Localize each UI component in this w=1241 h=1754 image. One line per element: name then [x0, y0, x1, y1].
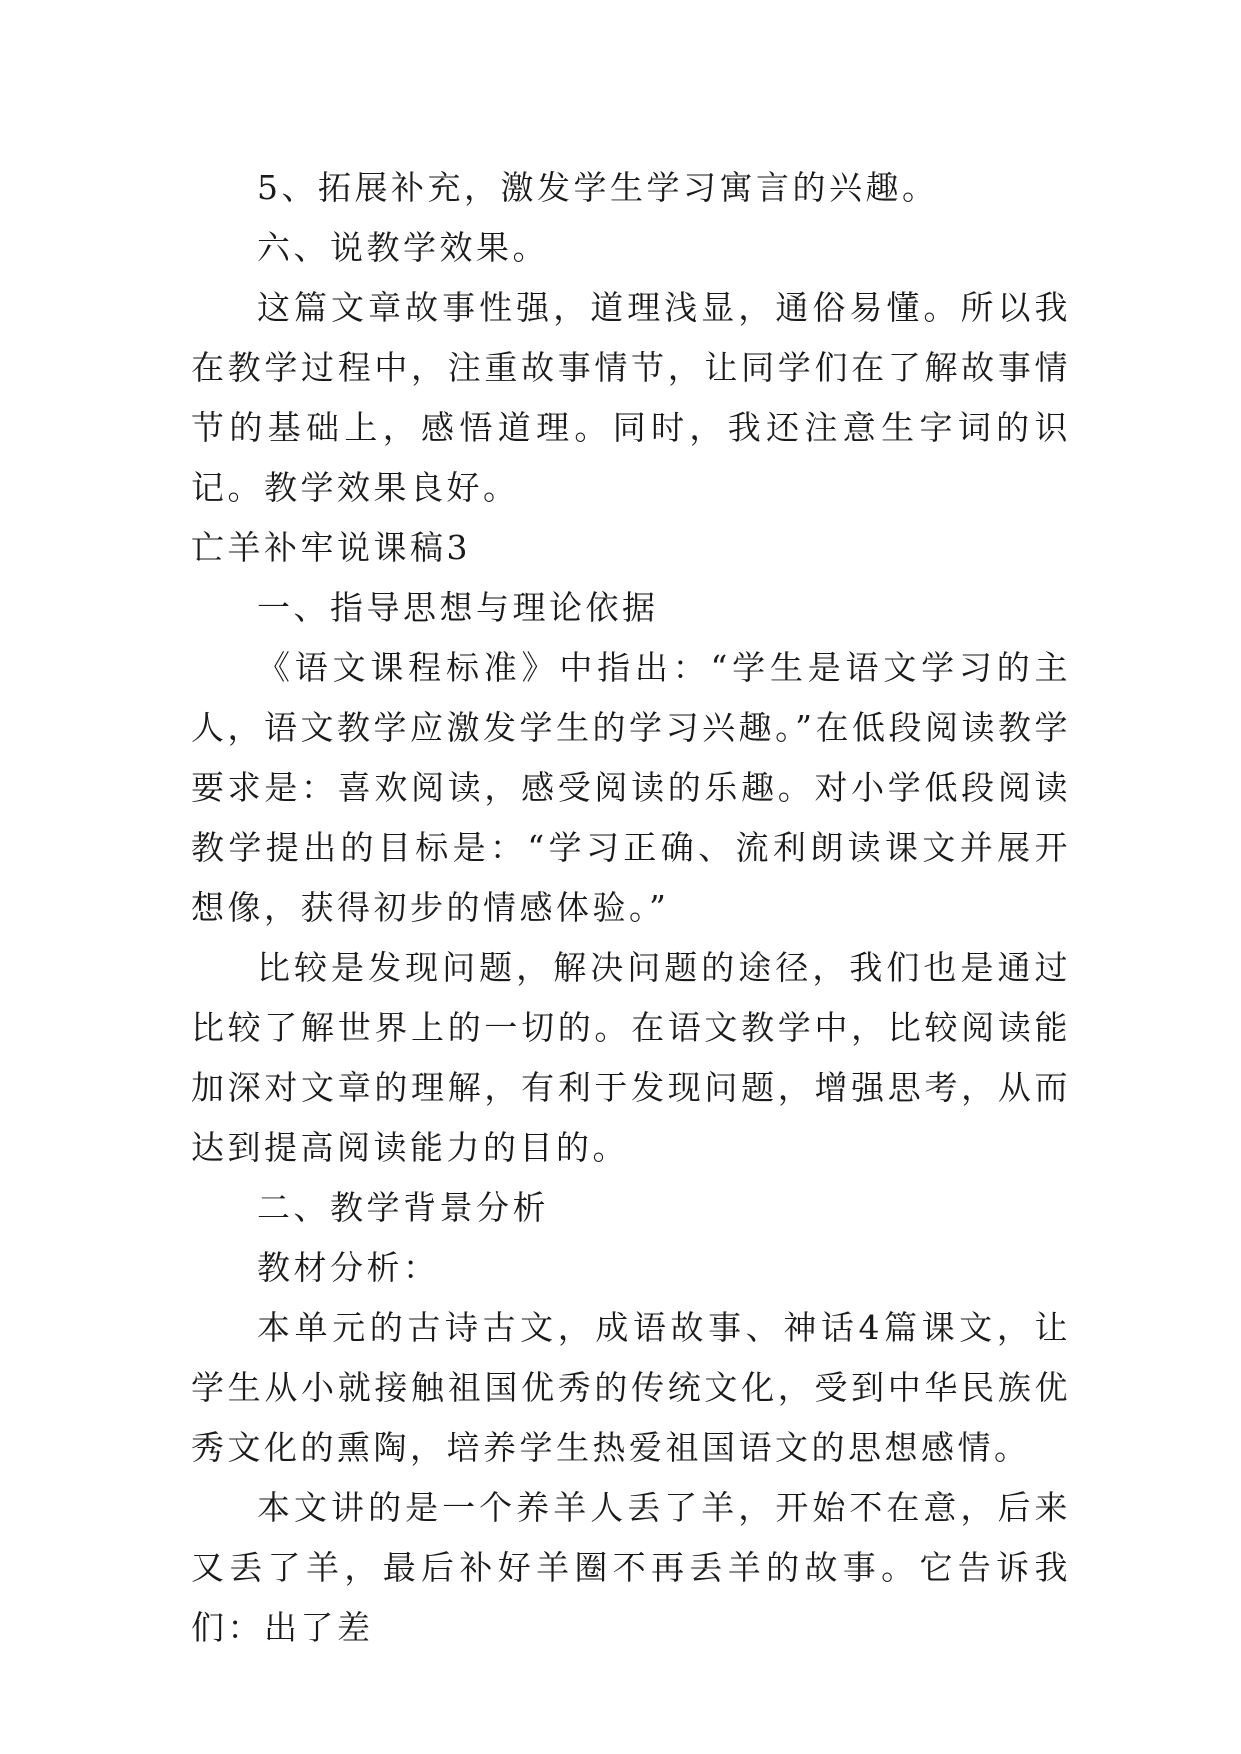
paragraph-unit-overview: 本单元的古诗古文，成语故事、神话4篇课文，让学生从小就接触祖国优秀的传统文化，受到中华民族优秀文化的熏陶，培养学生热爱祖国语文的思想感情。 [191, 1308, 1071, 1467]
subheading-textbook-analysis: 教材分析： [257, 1248, 440, 1287]
section-heading-teaching-effect: 六、说教学效果。 [257, 228, 549, 267]
document-title: 亡羊补牢说课稿3 [191, 528, 471, 567]
paragraph-story-summary: 本文讲的是一个养羊人丢了羊，开始不在意，后来又丢了羊，最后补好羊圈不再丢羊的故事。它告诉我们：出了差 [191, 1488, 1071, 1647]
section-heading-guiding-thought: 一、指导思想与理论依据 [257, 588, 659, 627]
paragraph-curriculum-standard: 《语文课程标准》中指出：“学生是语文学习的主人，语文教学应激发学生的学习兴趣。”在低段阅读教学要求是：喜欢阅读，感受阅读的乐趣。对小学低段阅读教学提出的目标是：“学习正确、流利朗读课文并展开想像，获得初步的情感体验。” [191, 648, 1071, 927]
section-heading-background: 二、教学背景分析 [257, 1188, 549, 1227]
paragraph-step-5: 5、拓展补充，激发学生学习寓言的兴趣。 [257, 168, 939, 207]
paragraph-comparison: 比较是发现问题，解决问题的途径，我们也是通过比较了解世界上的一切的。在语文教学中，比较阅读能加深对文章的理解，有利于发现问题，增强思考，从而达到提高阅读能力的目的。 [191, 948, 1071, 1167]
document-body [191, 158, 1071, 1658]
paragraph-teaching-effect: 这篇文章故事性强，道理浅显，通俗易懂。所以我在教学过程中，注重故事情节，让同学们在了解故事情节的基础上，感悟道理。同时，我还注意生字词的识记。教学效果良好。 [191, 288, 1071, 507]
